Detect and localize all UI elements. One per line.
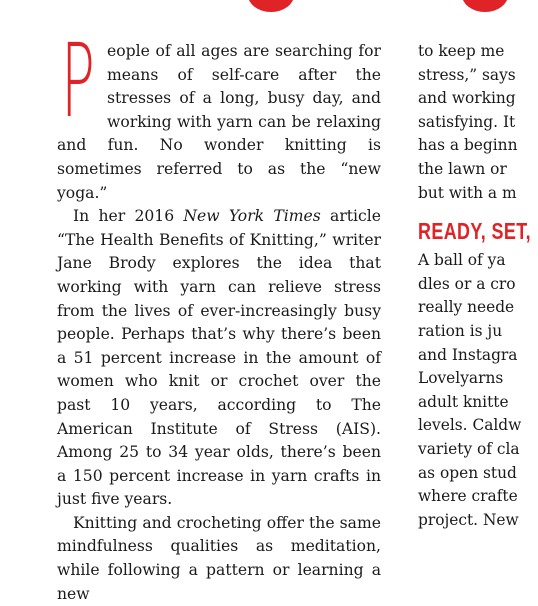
decorative-red-shape <box>248 0 294 12</box>
paragraph-1-text: eople of all ages are searching for means of self-care after the stresses of a long, busy day, and working with yarn can be relaxing and fun. No wonder knitting is sometimes referred to as the “new yoga.” <box>57 42 381 202</box>
section-heading: READY, SET, <box>418 218 531 245</box>
text-line: project. New <box>418 510 519 529</box>
text-line: A ball of ya <box>418 251 506 270</box>
paragraph-3: Knitting and crocheting offer the same mindfulness qualities as meditation, while following a pattern or learning a new <box>57 513 381 603</box>
text-line: where crafte <box>418 487 518 506</box>
article-left-column <box>57 22 381 606</box>
text-line: ration is ju <box>418 321 503 340</box>
text-line: dles or a cro <box>418 274 516 293</box>
text-line: as open stud <box>418 463 517 482</box>
publication-title: New York Times <box>183 207 321 226</box>
decorative-red-shape <box>462 0 508 12</box>
text-line: adult knitte <box>418 392 509 411</box>
text-line: satisfying. It <box>418 112 516 131</box>
paragraph-2 <box>57 205 381 512</box>
text-line: Lovelyarns <box>418 369 504 388</box>
article-right-column <box>418 40 538 532</box>
paragraph-2-text-a: In her 2016 <box>73 207 184 226</box>
text-line: levels. Caldw <box>418 416 522 435</box>
text-line: stress,” says <box>418 65 516 84</box>
text-line: has a beginn <box>418 136 518 155</box>
text-line: really neede <box>418 298 515 317</box>
text-line: and Instagra <box>418 345 518 364</box>
paragraph-2-text-b: article “The Health Benefits of Knitting,” writer Jane Brody explores the idea that working with yarn can relieve stress from the lives of ever-increasingly busy people. Perhaps that’s why there’s been a 51 percent increase in the amount of women who knit or crochet over the past 10 years, according to The American Institute of Stress (AIS). Among 25 to 34 year olds, there’s been a 150 percent increase in yarn crafts in just five years. <box>57 207 381 509</box>
drop-cap: P <box>61 22 95 141</box>
text-line: and working <box>418 89 516 108</box>
text-line: but with a m <box>418 183 517 202</box>
text-line: variety of cla <box>418 439 520 458</box>
text-line: to keep me <box>418 42 505 60</box>
paragraph-1 <box>57 22 381 205</box>
text-line: the lawn or <box>418 159 507 178</box>
